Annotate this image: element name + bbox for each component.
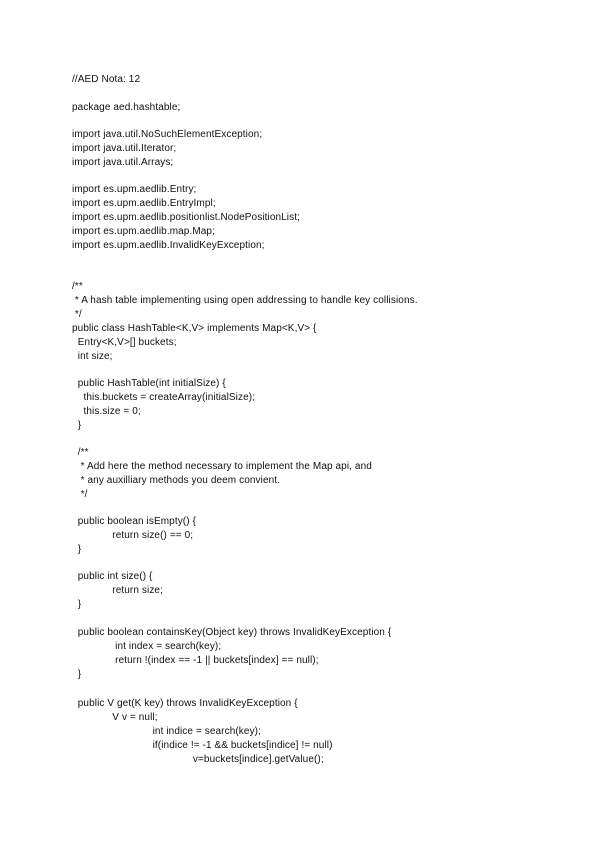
- code-line-nota: //AED Nota: 12: [72, 74, 141, 85]
- code-line-package: package aed.hashtable;: [72, 102, 181, 113]
- code-line-field: Entry<K,V>[] buckets;: [72, 337, 177, 348]
- code-line-comment: */: [72, 309, 82, 320]
- code-line-statement: this.size = 0;: [72, 406, 141, 417]
- code-line-statement: int index = search(key);: [72, 641, 222, 652]
- code-line-statement: this.buckets = createArray(initialSize);: [72, 392, 256, 403]
- code-line-brace: }: [72, 420, 82, 431]
- code-line-comment: /**: [72, 281, 83, 292]
- code-line-statement: return size;: [72, 585, 163, 596]
- code-line-statement: if(indice != -1 && buckets[indice] != null): [72, 740, 333, 751]
- code-line-comment: * Add here the method necessary to implement the Map api, and: [72, 461, 372, 472]
- code-line-constructor: public HashTable(int initialSize) {: [72, 378, 226, 389]
- code-line-field: int size;: [72, 351, 113, 362]
- code-line-comment: */: [72, 489, 88, 500]
- code-line-method-decl: public V get(K key) throws InvalidKeyException {: [72, 698, 298, 709]
- code-line-statement: return !(index == -1 || buckets[index] == null);: [72, 655, 319, 666]
- code-line-statement: return size() == 0;: [72, 530, 194, 541]
- code-line-comment: /**: [72, 447, 89, 458]
- code-line-brace: }: [72, 669, 82, 680]
- code-line-method-decl: public int size() {: [72, 571, 153, 582]
- code-line-import: import java.util.Arrays;: [72, 157, 174, 168]
- code-line-brace: }: [72, 599, 82, 610]
- code-line-comment: * A hash table implementing using open addressing to handle key collisions.: [72, 295, 418, 306]
- code-line-import: import java.util.Iterator;: [72, 143, 177, 154]
- code-line-statement: int indice = search(key);: [72, 726, 261, 737]
- code-line-import: import es.upm.aedlib.map.Map;: [72, 226, 215, 237]
- code-line-import: import es.upm.aedlib.EntryImpl;: [72, 198, 216, 209]
- code-line-import: import es.upm.aedlib.positionlist.NodePositionList;: [72, 212, 300, 223]
- code-line-method-decl: public boolean isEmpty() {: [72, 516, 196, 527]
- code-line-method-decl: public boolean containsKey(Object key) throws InvalidKeyException {: [72, 627, 392, 638]
- code-line-comment: * any auxilliary methods you deem convient.: [72, 475, 281, 486]
- code-line-import: import es.upm.aedlib.Entry;: [72, 184, 197, 195]
- code-line-class-decl: public class HashTable<K,V> implements Map<K,V> {: [72, 323, 317, 334]
- code-line-statement: v=buckets[indice].getValue();: [72, 754, 324, 765]
- code-line-import: import java.util.NoSuchElementException;: [72, 129, 263, 140]
- code-line-brace: }: [72, 544, 82, 555]
- code-line-statement: V v = null;: [72, 712, 158, 723]
- code-line-import: import es.upm.aedlib.InvalidKeyException;: [72, 240, 265, 251]
